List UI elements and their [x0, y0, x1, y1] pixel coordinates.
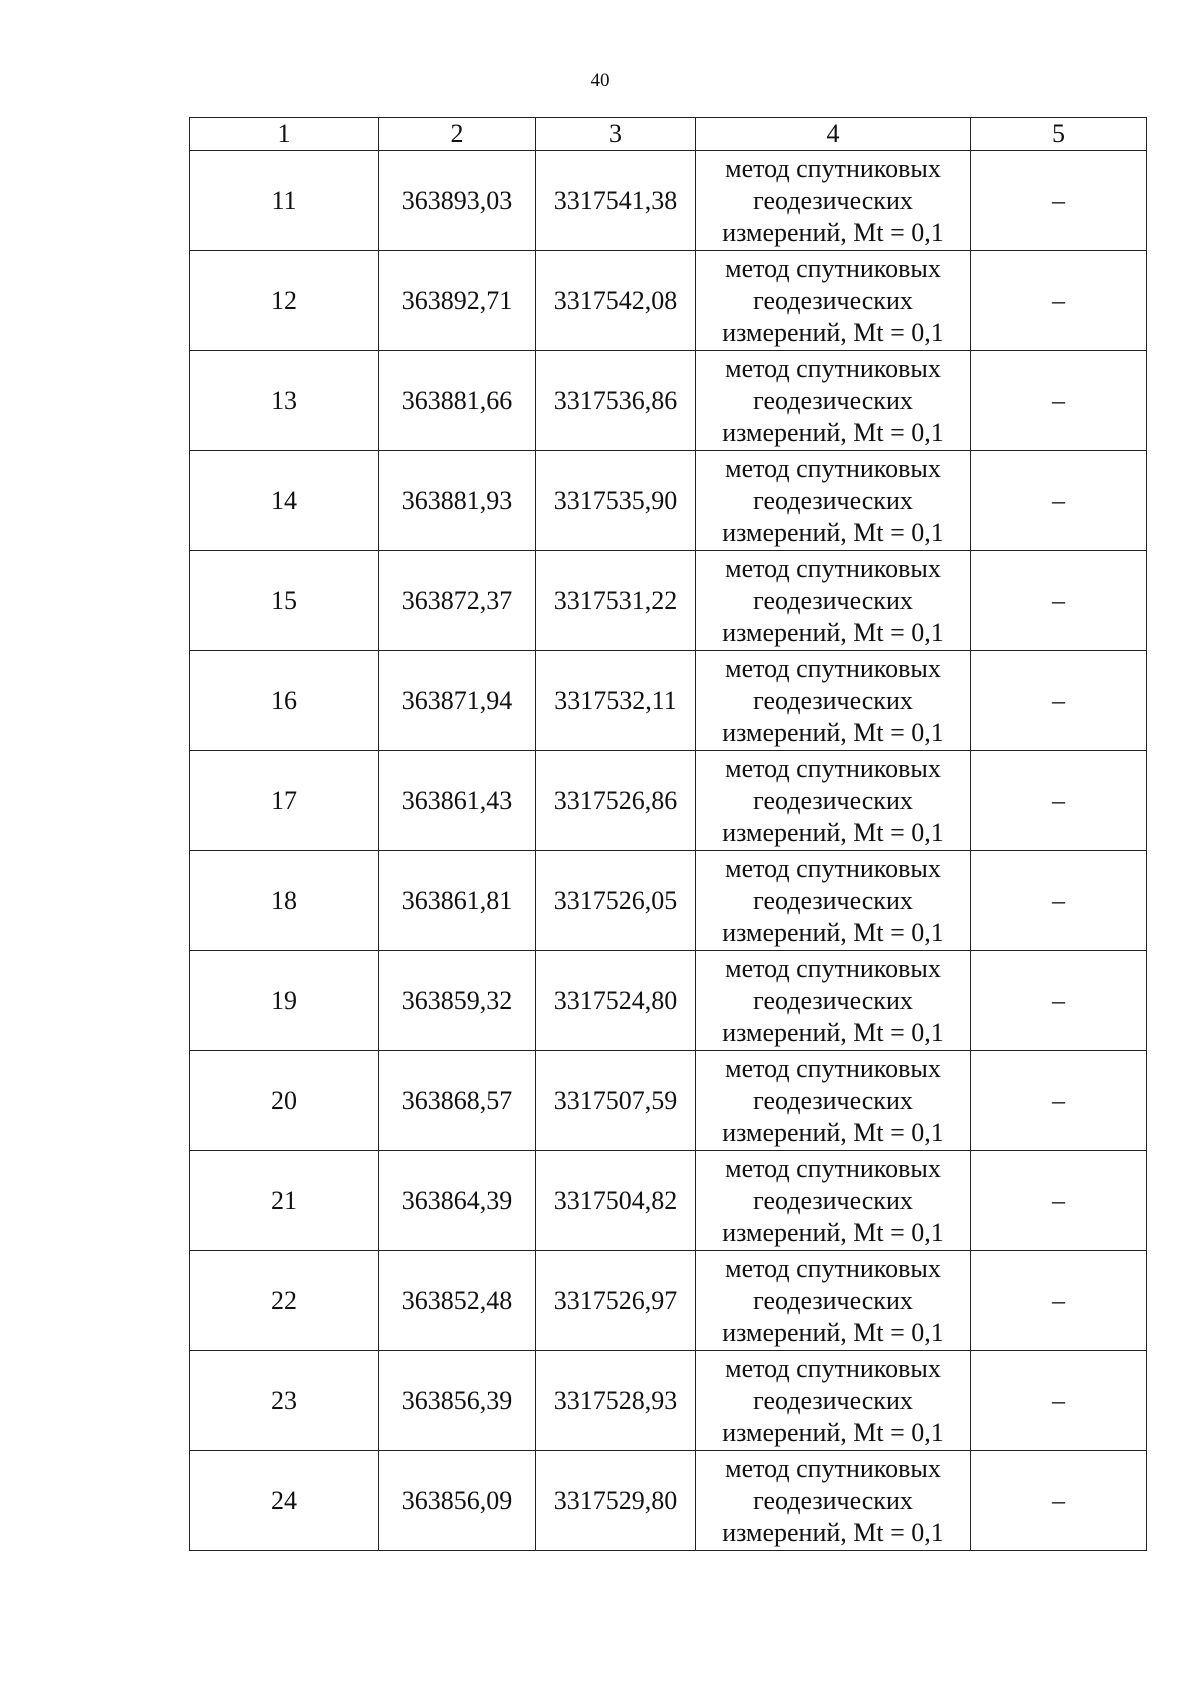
note-cell: –: [971, 1051, 1147, 1151]
method-line: измерений, Mt = 0,1: [722, 717, 944, 747]
method-line: измерений, Mt = 0,1: [722, 1017, 944, 1047]
method-line: измерений, Mt = 0,1: [722, 1417, 944, 1447]
method-line: геодезических: [753, 1085, 913, 1115]
coordinates-table: [189, 117, 1147, 1551]
x-coordinate-cell: 363871,94: [379, 651, 536, 751]
method-line: геодезических: [753, 1485, 913, 1515]
x-coordinate-cell: 363893,03: [379, 151, 536, 251]
y-coordinate-cell: 3317535,90: [536, 451, 696, 551]
method-line: метод спутниковых: [725, 653, 941, 683]
point-number-cell: 13: [190, 351, 379, 451]
x-coordinate-cell: 363861,43: [379, 751, 536, 851]
method-line: геодезических: [753, 585, 913, 615]
y-coordinate-cell: 3317541,38: [536, 151, 696, 251]
method-cell: [696, 1451, 971, 1551]
method-line: измерений, Mt = 0,1: [722, 1117, 944, 1147]
page-number: 40: [590, 70, 610, 91]
method-cell: [696, 1051, 971, 1151]
y-coordinate-cell: 3317524,80: [536, 951, 696, 1051]
method-line: измерений, Mt = 0,1: [722, 417, 944, 447]
method-line: геодезических: [753, 485, 913, 515]
method-line: измерений, Mt = 0,1: [722, 917, 944, 947]
table-row: [190, 1151, 1147, 1251]
note-cell: –: [971, 851, 1147, 951]
method-line: измерений, Mt = 0,1: [722, 1217, 944, 1247]
x-coordinate-cell: 363864,39: [379, 1151, 536, 1251]
method-line: измерений, Mt = 0,1: [722, 1317, 944, 1347]
x-coordinate-cell: 363861,81: [379, 851, 536, 951]
table-body: [190, 151, 1147, 1551]
method-cell: [696, 751, 971, 851]
method-line: измерений, Mt = 0,1: [722, 817, 944, 847]
method-line: метод спутниковых: [725, 253, 941, 283]
x-coordinate-cell: 363856,39: [379, 1351, 536, 1451]
method-line: геодезических: [753, 185, 913, 215]
note-cell: –: [971, 1451, 1147, 1551]
note-cell: –: [971, 351, 1147, 451]
method-cell: [696, 1251, 971, 1351]
method-cell: [696, 351, 971, 451]
method-line: геодезических: [753, 285, 913, 315]
note-cell: –: [971, 751, 1147, 851]
method-line: геодезических: [753, 885, 913, 915]
header-col-5: 5: [971, 118, 1147, 151]
method-cell: [696, 851, 971, 951]
point-number-cell: 21: [190, 1151, 379, 1251]
note-cell: –: [971, 151, 1147, 251]
table-row: [190, 1351, 1147, 1451]
header-col-1: 1: [190, 118, 379, 151]
method-line: измерений, Mt = 0,1: [722, 317, 944, 347]
point-number-cell: 24: [190, 1451, 379, 1551]
y-coordinate-cell: 3317526,86: [536, 751, 696, 851]
method-cell: [696, 251, 971, 351]
table-row: [190, 651, 1147, 751]
point-number-cell: 17: [190, 751, 379, 851]
method-line: метод спутниковых: [725, 953, 941, 983]
point-number-cell: 23: [190, 1351, 379, 1451]
y-coordinate-cell: 3317528,93: [536, 1351, 696, 1451]
y-coordinate-cell: 3317531,22: [536, 551, 696, 651]
table-row: [190, 551, 1147, 651]
method-cell: [696, 651, 971, 751]
method-line: измерений, Mt = 0,1: [722, 1517, 944, 1547]
point-number-cell: 12: [190, 251, 379, 351]
table-row: [190, 751, 1147, 851]
note-cell: –: [971, 451, 1147, 551]
y-coordinate-cell: 3317507,59: [536, 1051, 696, 1151]
method-line: метод спутниковых: [725, 753, 941, 783]
method-cell: [696, 1151, 971, 1251]
method-line: метод спутниковых: [725, 1453, 941, 1483]
point-number-cell: 19: [190, 951, 379, 1051]
note-cell: –: [971, 951, 1147, 1051]
y-coordinate-cell: 3317542,08: [536, 251, 696, 351]
point-number-cell: 11: [190, 151, 379, 251]
method-line: метод спутниковых: [725, 853, 941, 883]
x-coordinate-cell: 363872,37: [379, 551, 536, 651]
point-number-cell: 22: [190, 1251, 379, 1351]
x-coordinate-cell: 363868,57: [379, 1051, 536, 1151]
table-row: [190, 951, 1147, 1051]
method-line: метод спутниковых: [725, 1253, 941, 1283]
method-cell: [696, 1351, 971, 1451]
y-coordinate-cell: 3317526,05: [536, 851, 696, 951]
method-line: геодезических: [753, 385, 913, 415]
note-cell: –: [971, 1151, 1147, 1251]
method-line: метод спутниковых: [725, 153, 941, 183]
method-line: геодезических: [753, 1185, 913, 1215]
x-coordinate-cell: 363892,71: [379, 251, 536, 351]
note-cell: –: [971, 251, 1147, 351]
note-cell: –: [971, 1351, 1147, 1451]
table-row: [190, 151, 1147, 251]
method-line: геодезических: [753, 985, 913, 1015]
point-number-cell: 14: [190, 451, 379, 551]
table-row: [190, 1451, 1147, 1551]
point-number-cell: 18: [190, 851, 379, 951]
y-coordinate-cell: 3317532,11: [536, 651, 696, 751]
table-row: [190, 251, 1147, 351]
x-coordinate-cell: 363852,48: [379, 1251, 536, 1351]
x-coordinate-cell: 363881,93: [379, 451, 536, 551]
table-header-row: [190, 118, 1147, 151]
method-line: геодезических: [753, 685, 913, 715]
header-col-3: 3: [536, 118, 696, 151]
note-cell: –: [971, 551, 1147, 651]
point-number-cell: 16: [190, 651, 379, 751]
method-cell: [696, 551, 971, 651]
x-coordinate-cell: 363859,32: [379, 951, 536, 1051]
method-cell: [696, 451, 971, 551]
table-row: [190, 351, 1147, 451]
table-row: [190, 1251, 1147, 1351]
x-coordinate-cell: 363881,66: [379, 351, 536, 451]
header-col-4: 4: [696, 118, 971, 151]
y-coordinate-cell: 3317526,97: [536, 1251, 696, 1351]
method-line: метод спутниковых: [725, 353, 941, 383]
table-row: [190, 451, 1147, 551]
method-line: метод спутниковых: [725, 1053, 941, 1083]
point-number-cell: 15: [190, 551, 379, 651]
method-line: геодезических: [753, 785, 913, 815]
method-line: метод спутниковых: [725, 1353, 941, 1383]
method-line: метод спутниковых: [725, 453, 941, 483]
method-line: метод спутниковых: [725, 553, 941, 583]
method-line: метод спутниковых: [725, 1153, 941, 1183]
table-row: [190, 1051, 1147, 1151]
header-col-2: 2: [379, 118, 536, 151]
note-cell: –: [971, 1251, 1147, 1351]
method-line: измерений, Mt = 0,1: [722, 517, 944, 547]
method-line: измерений, Mt = 0,1: [722, 617, 944, 647]
y-coordinate-cell: 3317536,86: [536, 351, 696, 451]
method-cell: [696, 151, 971, 251]
method-cell: [696, 951, 971, 1051]
method-line: геодезических: [753, 1285, 913, 1315]
y-coordinate-cell: 3317504,82: [536, 1151, 696, 1251]
method-line: измерений, Mt = 0,1: [722, 217, 944, 247]
point-number-cell: 20: [190, 1051, 379, 1151]
note-cell: –: [971, 651, 1147, 751]
y-coordinate-cell: 3317529,80: [536, 1451, 696, 1551]
x-coordinate-cell: 363856,09: [379, 1451, 536, 1551]
method-line: геодезических: [753, 1385, 913, 1415]
table-row: [190, 851, 1147, 951]
